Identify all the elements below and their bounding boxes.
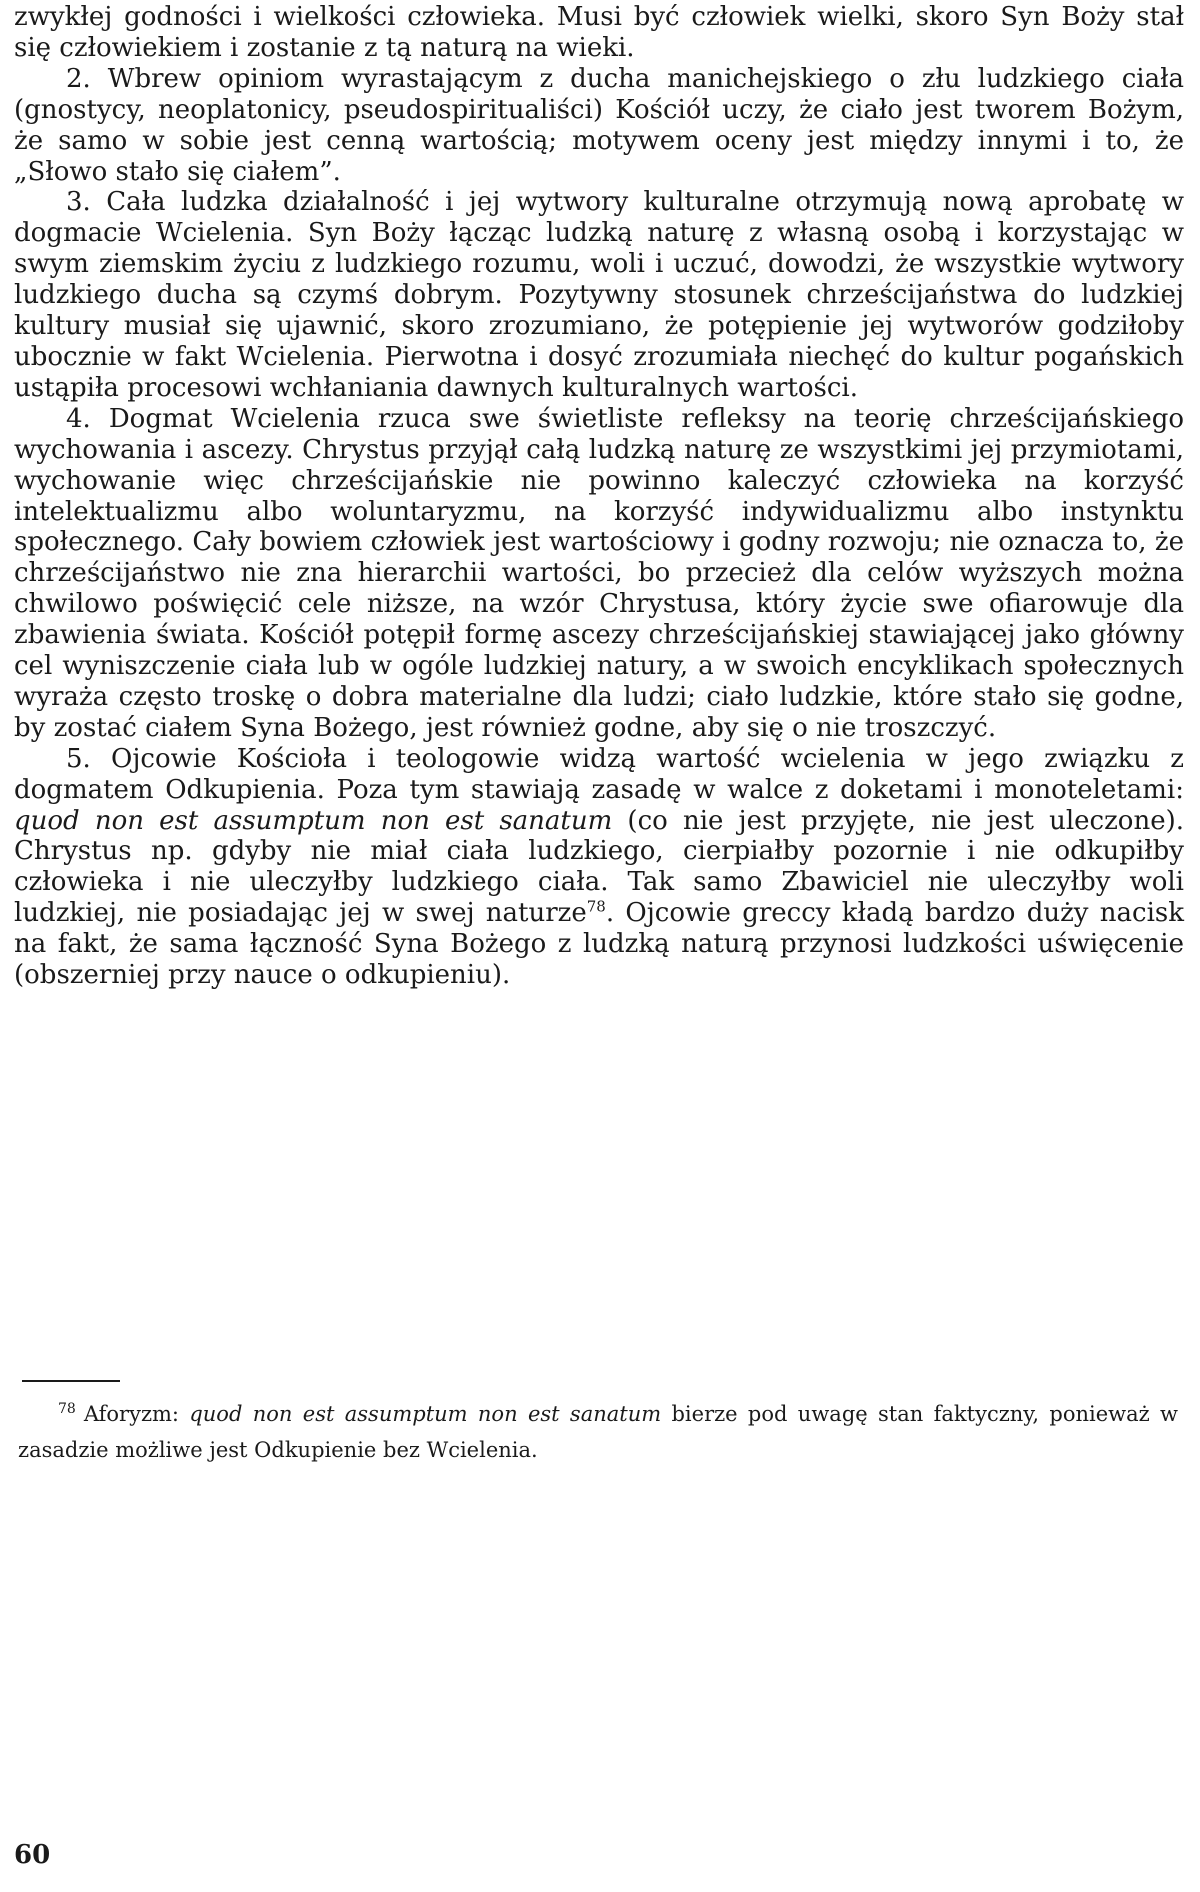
paragraph-1 <box>14 2 1184 64</box>
paragraph-5 <box>14 744 1184 991</box>
page-body <box>14 2 1184 991</box>
paragraph-5-text-a: Ojcowie Kościoła i teologowie widzą wartość wcielenia w jego związku z dogmatem Odkupienia. Poza tym stawiają zasadę w walce z doketami i monoteletami: <box>14 743 1184 805</box>
footnote-mark: 78 <box>58 1401 76 1417</box>
paragraph-2 <box>14 64 1184 188</box>
footnote-reference[interactable]: 78 <box>586 897 606 916</box>
paragraph-3-number: 3. <box>66 187 91 218</box>
paragraph-4-text: Dogmat Wcielenia rzuca swe świetliste refleksy na teorię chrześcijańskiego wychowania i ascezy. Chrystus przyjął całą ludzką naturę ze wszystkimi jej przymiotami, wychowanie więc chrześcijańskie nie powinno kaleczyć człowieka na korzyść intelektualizmu albo woluntaryzmu, na korzyść indywidualizmu albo instynktu społecznego. Cały bowiem człowiek jest wartościowy i godny rozwoju; nie oznacza to, że chrześcijaństwo nie zna hierarchii wartości, bo przecież dla celów wyższych można chwilowo poświęcić cele niższe, na wzór Chrystusa, który życie swe ofiarowuje dla zbawienia świata. Kościół potępił formę ascezy chrześcijańskiej stawiającej jako główny cel wyniszczenie ciała lub w ogóle ludzkiej natury, a w swoich encyklikach społecznych wyraża często troskę o dobra materialne dla ludzi; ciało ludzkie, które stało się godne, by zostać ciałem Syna Bożego, jest również godne, aby się o nie troszczyć. <box>14 403 1185 743</box>
page-number: 60 <box>14 1840 51 1870</box>
footnote-latin-maxim: quod non est assumptum non est sanatum <box>189 1402 662 1426</box>
paragraph-1-text: zwykłej godności i wielkości człowieka. Musi być człowiek wielki, skoro Syn Boży stał się człowiekiem i zostanie z tą naturą na wieki. <box>14 2 1184 63</box>
footnote <box>18 1396 1178 1468</box>
paragraph-2-number: 2. <box>66 63 91 94</box>
paragraph-5-number: 5. <box>66 743 91 774</box>
footnote-separator <box>22 1380 120 1382</box>
paragraph-5-text-b: (co nie jest przyjęte, nie jest uleczone). Chrystus np. gdyby nie miał ciała ludzkiego, cierpiałby pozornie i nie odkupiłby człowieka i nie uleczyłby ludzkiego ciała. Tak samo Zbawiciel nie uleczyłby woli ludzkiej, nie posiadając jej w swej naturze <box>14 805 1184 929</box>
paragraph-3-text: Cała ludzka działalność i jej wytwory kulturalne otrzymują nową aprobatę w dogmacie Wcielenia. Syn Boży łącząc ludzką naturę z własną osobą i korzystając w swym ziemskim życiu z ludzkiego rozumu, woli i uczuć, dowodzi, że wszystkie wytwory ludzkiego ducha są czymś dobrym. Pozytywny stosunek chrześcijaństwa do ludzkiej kultury musiał się ujawnić, skoro zrozumiano, że potępienie jej wytworów godziłoby ubocznie w fakt Wcielenia. Pierwotna i dosyć zrozumiała niechęć do kultur pogańskich ustąpiła procesowi wchłaniania dawnych kulturalnych wartości. <box>14 187 1184 403</box>
paragraph-5-text-c: . Ojcowie greccy kładą bardzo duży nacisk na fakt, że sama łączność Syna Bożego z ludzką naturą przynosi ludzkości uświęcenie (obszerniej przy nauce o odkupieniu). <box>14 898 1184 991</box>
footnote-text: bierze pod uwagę stan faktyczny, ponieważ w zasadzie możliwe jest Odkupienie bez Wcielenia. <box>18 1402 1178 1462</box>
paragraph-3 <box>14 187 1184 403</box>
footnote-lead: Aforyzm: <box>83 1402 190 1426</box>
paragraph-4-number: 4. <box>66 403 91 434</box>
paragraph-4 <box>14 404 1184 744</box>
paragraph-2-text: Wbrew opiniom wyrastającym z ducha manichejskiego o złu ludzkiego ciała (gnostycy, neoplatonicy, pseudospiritualiści) Kościół uczy, że ciało jest tworem Bożym, że samo w sobie jest cenną wartością; motywem oceny jest między innymi i to, że „Słowo stało się ciałem”. <box>14 63 1184 187</box>
paragraph-5-latin-maxim: quod non est assumptum non est sanatum <box>14 805 613 836</box>
